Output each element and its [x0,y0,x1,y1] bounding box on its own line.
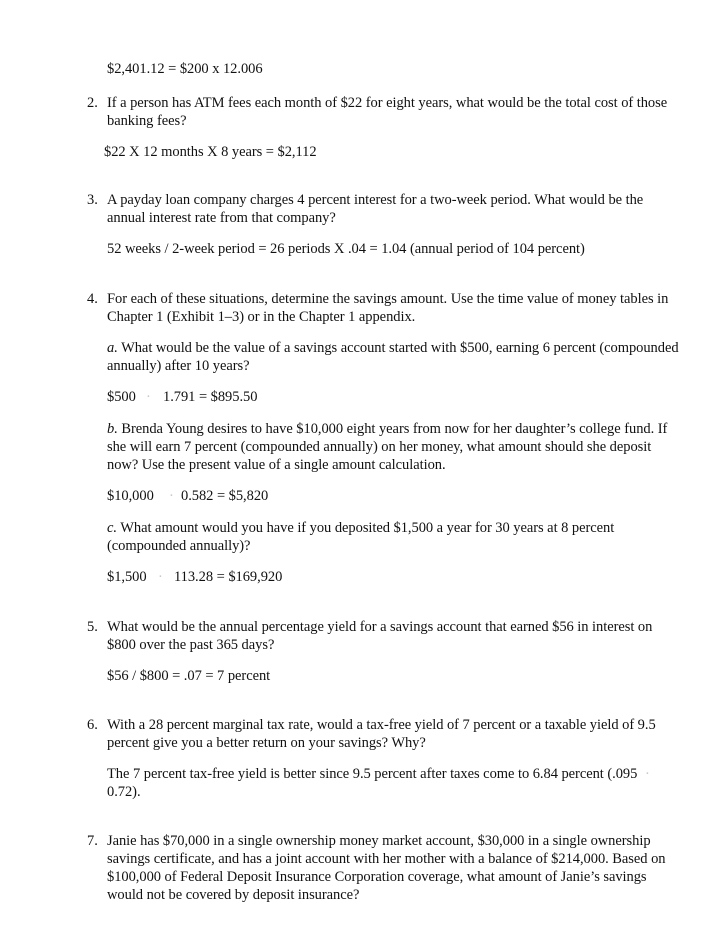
question-4b-answer-left: $10,000 [107,488,154,504]
question-number-2: 2. [87,95,98,111]
question-2-line-1: If a person has ATM fees each month of $22 for eight years, what would be the total cost of those [107,95,668,111]
question-4b-letter: b. [107,421,118,437]
question-4-line-1: For each of these situations, determine the savings amount. Use the time value of money tables in [107,291,669,307]
question-6-answer-line-1: The 7 percent tax-free yield is better since 9.5 percent after taxes come to 6.84 percent (.095 [107,766,638,782]
question-3-answer: 52 weeks / 2-week period = 26 periods X .04 = 1.04 (annual period of 104 percent) [107,241,585,257]
question-5-line-2: $800 over the past 365 days? [107,637,275,653]
question-4c-answer-right: 113.28 = $169,920 [174,569,283,585]
question-number-5: 5. [87,619,98,635]
question-4b-line-1 [107,420,667,438]
question-4a-line-2: annually) after 10 years? [107,358,250,374]
question-6-line-1: With a 28 percent marginal tax rate, would a tax-free yield of 7 percent or a taxable yield of 9.5 [107,717,656,733]
question-number-3: 3. [87,192,98,208]
question-7-line-1: Janie has $70,000 in a single ownership money market account, $30,000 in a single ownership [107,833,651,849]
question-7-line-4: would not be covered by deposit insurance? [107,887,360,903]
question-4a-letter: a. [107,340,118,356]
question-7-line-3: $100,000 of Federal Deposit Insurance Corporation coverage, what amount of Janie’s savings [107,869,647,885]
question-4-line-2: Chapter 1 (Exhibit 1–3) or in the Chapter 1 appendix. [107,309,416,325]
question-4c-answer-left: $1,500 [107,569,147,585]
intro-answer: $2,401.12 = $200 x 12.006 [107,61,263,77]
question-3-line-2: annual interest rate from that company? [107,210,336,226]
question-number-7: 7. [87,833,98,849]
question-4a-answer-right: 1.791 = $895.50 [163,389,258,405]
multiply-symbol: · [146,389,151,405]
question-4a-answer-left: $500 [107,389,136,405]
question-6-answer-line-2: 0.72). [107,784,141,800]
question-4a-text-1: What would be the value of a savings account started with $500, earning 6 percent (compounded [117,340,679,356]
question-4c-line-2: (compounded annually)? [107,538,251,554]
question-5-answer: $56 / $800 = .07 = 7 percent [107,668,271,684]
question-4c-line-1 [107,519,614,537]
multiply-symbol: · [645,766,650,782]
question-2-answer: $22 X 12 months X 8 years = $2,112 [104,144,317,160]
question-7-line-2: savings certificate, and has a joint account with her mother with a balance of $214,000. Based on [107,851,666,867]
question-4b-text-1: Brenda Young desires to have $10,000 eight years from now for her daughter’s college fund. If [117,421,668,437]
question-4b-answer-right: 0.582 = $5,820 [181,488,269,504]
question-3-line-1: A payday loan company charges 4 percent interest for a two-week period. What would be the [107,192,644,208]
multiply-symbol: · [169,488,174,504]
question-4c-text-1: What amount would you have if you deposited $1,500 a year for 30 years at 8 percent [116,520,615,536]
question-4b-line-3: now? Use the present value of a single amount calculation. [107,457,446,473]
question-4b-line-2: she will earn 7 percent (compounded annually) on her money, what amount should she deposit [107,439,652,455]
question-4a-line-1 [107,339,679,357]
question-number-6: 6. [87,717,98,733]
question-4c-letter: c. [107,520,117,536]
question-2-line-2: banking fees? [107,113,187,129]
question-5-line-1: What would be the annual percentage yield for a savings account that earned $56 in interest on [107,619,653,635]
multiply-symbol: · [158,569,163,585]
question-6-line-2: percent give you a better return on your savings? Why? [107,735,426,751]
question-number-4: 4. [87,291,98,307]
